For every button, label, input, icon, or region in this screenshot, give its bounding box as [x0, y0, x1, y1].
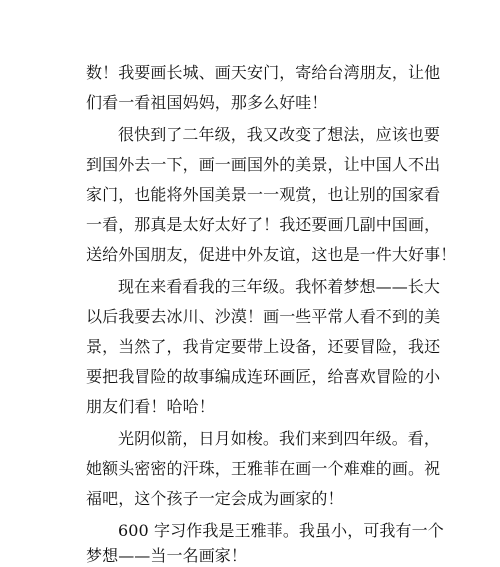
- text-line: 她额头密密的汗珠，王雅菲在画一个难难的画。祝: [86, 459, 441, 478]
- text-line: 家门，也能将外国美景一一观赏，也让别的国家看: [86, 185, 441, 204]
- text-line: 朋友们看！哈哈！: [86, 397, 215, 416]
- text-line: 到国外去一下，画一画国外的美景，让中国人不出: [86, 155, 441, 174]
- text-line: 以后我要去冰川、沙漠！画一些平常人看不到的美: [86, 307, 441, 326]
- text-line: 梦想——当一名画家！: [86, 546, 248, 565]
- text-line: 一看，那真是太好太好了！我还要画几副中国画，: [86, 215, 441, 234]
- text-line: 福吧，这个孩子一定会成为画家的！: [86, 489, 344, 508]
- paragraph-start-line: 光阴似箭，日月如梭。我们来到四年级。看，: [118, 429, 441, 448]
- paragraph-start-line: 很快到了二年级，我又改变了想法，应该也要: [118, 125, 441, 144]
- text-line: 要把我冒险的故事编成连环画匠，给喜欢冒险的小: [86, 367, 441, 386]
- text-line: 们看一看祖国妈妈，那多么好哇！: [86, 93, 328, 112]
- paragraph-start-line: 600 字习作我是王雅菲。我虽小，可我有一个: [118, 521, 444, 540]
- text-line: 送给外国朋友，促进中外友谊，这也是一件大好事！: [86, 245, 457, 264]
- text-line: 数！我要画长城、画天安门，寄给台湾朋友，让他: [86, 63, 441, 82]
- paragraph-start-line: 现在来看看我的三年级。我怀着梦想——长大: [118, 277, 441, 296]
- text-line: 景，当然了，我肯定要带上设备，还要冒险，我还: [86, 337, 441, 356]
